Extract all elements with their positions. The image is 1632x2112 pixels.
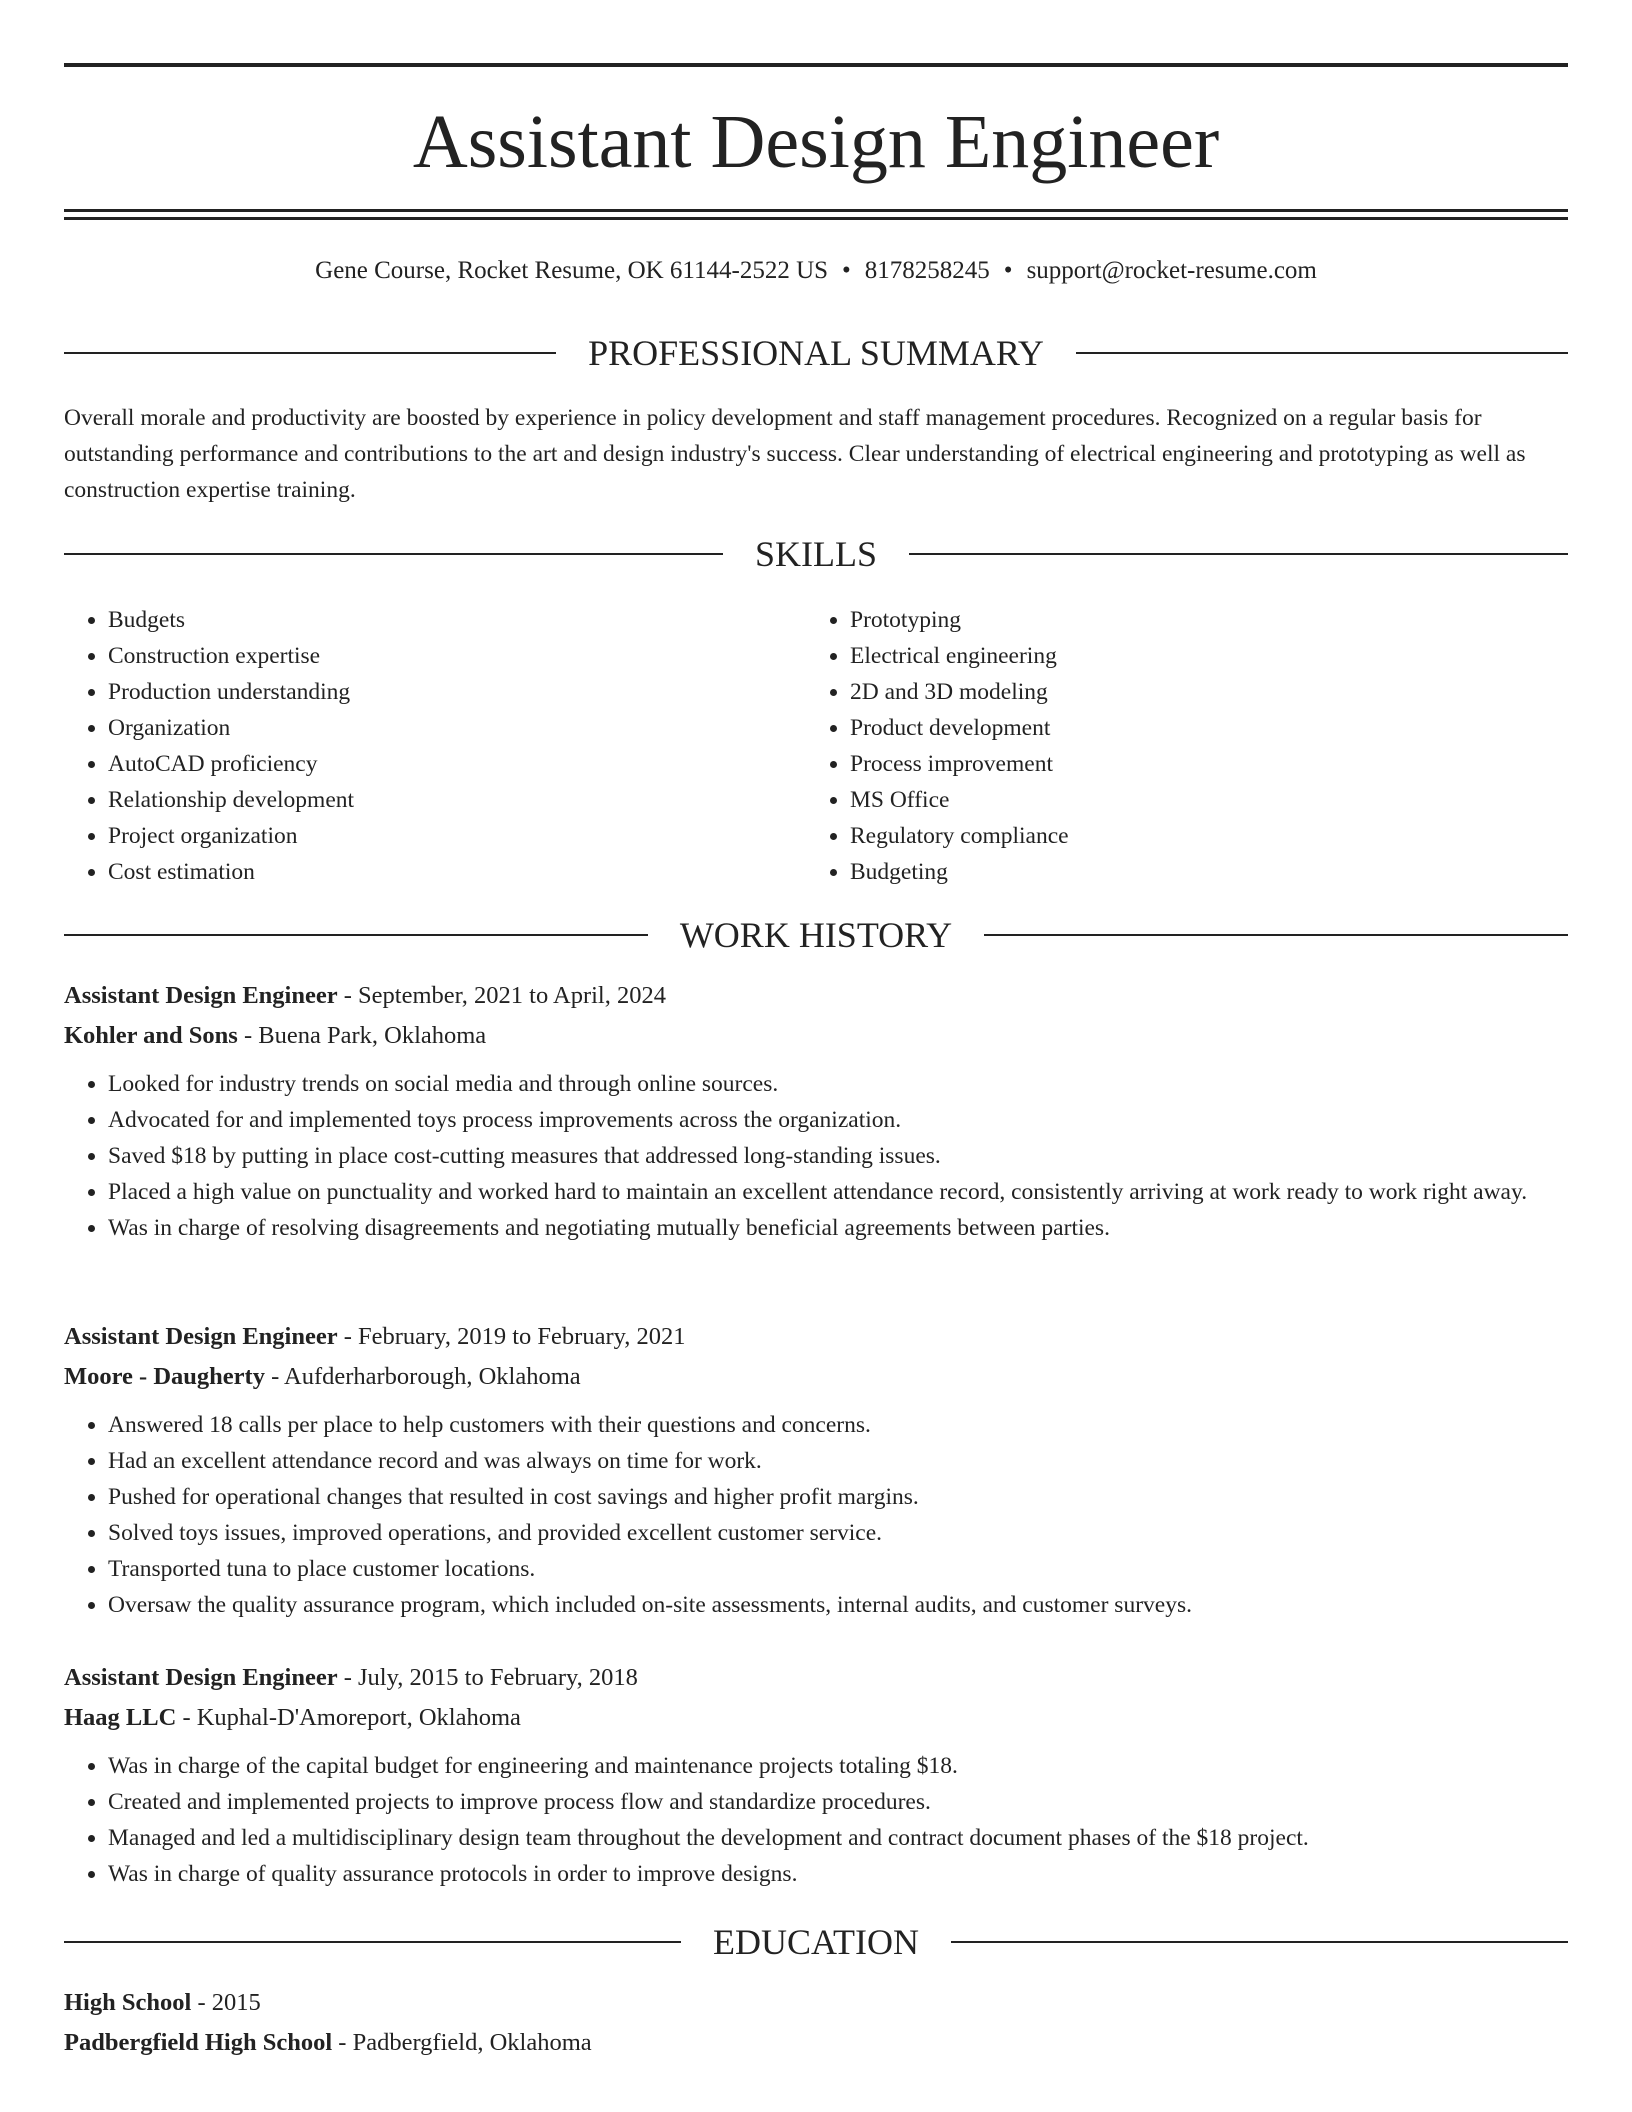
contact-separator: • [842,257,851,284]
job-location: - Aufderharborough, Oklahoma [264,1363,581,1390]
skill-item: • Production understanding [108,674,808,710]
education-degree-line [64,1983,1568,2023]
job-entry [64,976,1568,1246]
skill-item: • Process improvement [850,746,1550,782]
section-header-work [64,913,1568,957]
section-title: WORK HISTORY [679,915,953,955]
skill-item: • Budgets [108,602,808,638]
section-rule [64,553,723,555]
top-rule [64,63,1568,67]
skills-column-right [808,602,1550,890]
job-bullet: • Advocated for and implemented toys process improvements across the organization. [108,1102,1568,1138]
job-title-line [64,976,1568,1016]
job-bullets [64,1066,1568,1246]
section-rule [64,1941,681,1943]
job-bullet: • Pushed for operational changes that resulted in cost savings and higher profit margins. [108,1479,1568,1515]
section-title: EDUCATION [713,1922,919,1962]
job-company-line [64,1698,1568,1738]
job-bullet: • Was in charge of resolving disagreements and negotiating mutually beneficial agreements between parties. [108,1210,1568,1246]
job-bullet: • Saved $18 by putting in place cost-cutting measures that addressed long-standing issues. [108,1138,1568,1174]
job-title-line [64,1658,1568,1698]
contact-phone: 8178258245 [864,257,990,284]
skill-item: • MS Office [850,782,1550,818]
summary-text: Overall morale and productivity are boosted by experience in policy development and staff management procedures. Recognized on a regular basis for outstanding performance and contributions to the art and design industry's success. Clear understanding of electrical engineering and prototyping as well as construction expertise training. [64,405,1526,503]
job-bullet: • Looked for industry trends on social media and through online sources. [108,1066,1568,1102]
resume-title: Assistant Design Engineer [412,100,1220,184]
job-dates: - September, 2021 to April, 2024 [337,982,666,1009]
section-rule [951,1941,1568,1943]
section-header-skills [64,532,1568,576]
job-bullet: • Was in charge of quality assurance protocols in order to improve designs. [108,1856,1568,1892]
skills-column-left [64,602,808,890]
skill-item: • Organization [108,710,808,746]
section-title: SKILLS [755,534,878,574]
job-company-line [64,1357,1568,1397]
job-bullet: • Had an excellent attendance record and was always on time for work. [108,1443,1568,1479]
job-title-line [64,1317,1568,1357]
skill-item: • AutoCAD proficiency [108,746,808,782]
education-school-line [64,2023,1568,2063]
section-rule [64,934,648,936]
job-company: Moore - Daugherty [64,1363,265,1390]
skill-item: • Regulatory compliance [850,818,1550,854]
job-company-line [64,1016,1568,1056]
job-role: Assistant Design Engineer [64,1323,338,1350]
job-location: - Buena Park, Oklahoma [237,1022,487,1049]
job-bullet: • Transported tuna to place customer locations. [108,1551,1568,1587]
education-entry [64,1983,1568,2063]
education-location: - Padbergfield, Oklahoma [332,2029,592,2056]
skill-item: • Product development [850,710,1550,746]
job-entry [64,1317,1568,1623]
job-bullet: • Answered 18 calls per place to help customers with their questions and concerns. [108,1407,1568,1443]
contact-separator: • [1003,257,1013,284]
skill-item: • Cost estimation [108,854,808,890]
job-dates: - February, 2019 to February, 2021 [337,1323,686,1350]
job-company: Haag LLC [64,1704,177,1731]
job-role: Assistant Design Engineer [64,982,338,1009]
job-bullet: • Placed a high value on punctuality and worked hard to maintain an excellent attendance record, consistently arriving at work ready to work right away. [108,1174,1568,1210]
skill-item: • 2D and 3D modeling [850,674,1550,710]
skills-list [64,602,1568,890]
education-degree: High School [64,1989,192,2016]
skill-item: • Construction expertise [108,638,808,674]
skill-item: • Prototyping [850,602,1550,638]
section-header-summary [64,331,1568,375]
skill-item: • Relationship development [108,782,808,818]
skill-item: • Budgeting [850,854,1550,890]
job-bullets [64,1407,1568,1623]
contact-address: Gene Course, Rocket Resume, OK 61144-2522 US [315,257,829,284]
section-rule [984,934,1568,936]
education-school: Padbergfield High School [64,2029,333,2056]
job-bullets [64,1748,1568,1892]
section-rule [909,553,1568,555]
section-header-education [64,1920,1568,1964]
job-bullet: • Solved toys issues, improved operations, and provided excellent customer service. [108,1515,1568,1551]
skill-item: • Electrical engineering [850,638,1550,674]
job-bullet: • Managed and led a multidisciplinary design team throughout the development and contract document phases of the $18 project. [108,1820,1568,1856]
job-bullet: • Created and implemented projects to improve process flow and standardize procedures. [108,1784,1568,1820]
contact-line [64,254,1568,288]
job-bullet: • Was in charge of the capital budget for engineering and maintenance projects totaling $18. [108,1748,1568,1784]
job-bullet: • Oversaw the quality assurance program, which included on-site assessments, internal audits, and customer surveys. [108,1587,1568,1623]
job-entry [64,1658,1568,1892]
job-company: Kohler and Sons [64,1022,238,1049]
section-title: PROFESSIONAL SUMMARY [588,333,1044,373]
job-role: Assistant Design Engineer [64,1664,338,1691]
section-rule [64,352,556,354]
job-location: - Kuphal-D'Amoreport, Oklahoma [176,1704,521,1731]
section-rule [1076,352,1568,354]
title-double-rule [64,209,1568,220]
education-year: - 2015 [191,1989,261,2016]
job-dates: - July, 2015 to February, 2018 [337,1664,638,1691]
skill-item: • Project organization [108,818,808,854]
contact-email: support@rocket-resume.com [1026,257,1317,284]
